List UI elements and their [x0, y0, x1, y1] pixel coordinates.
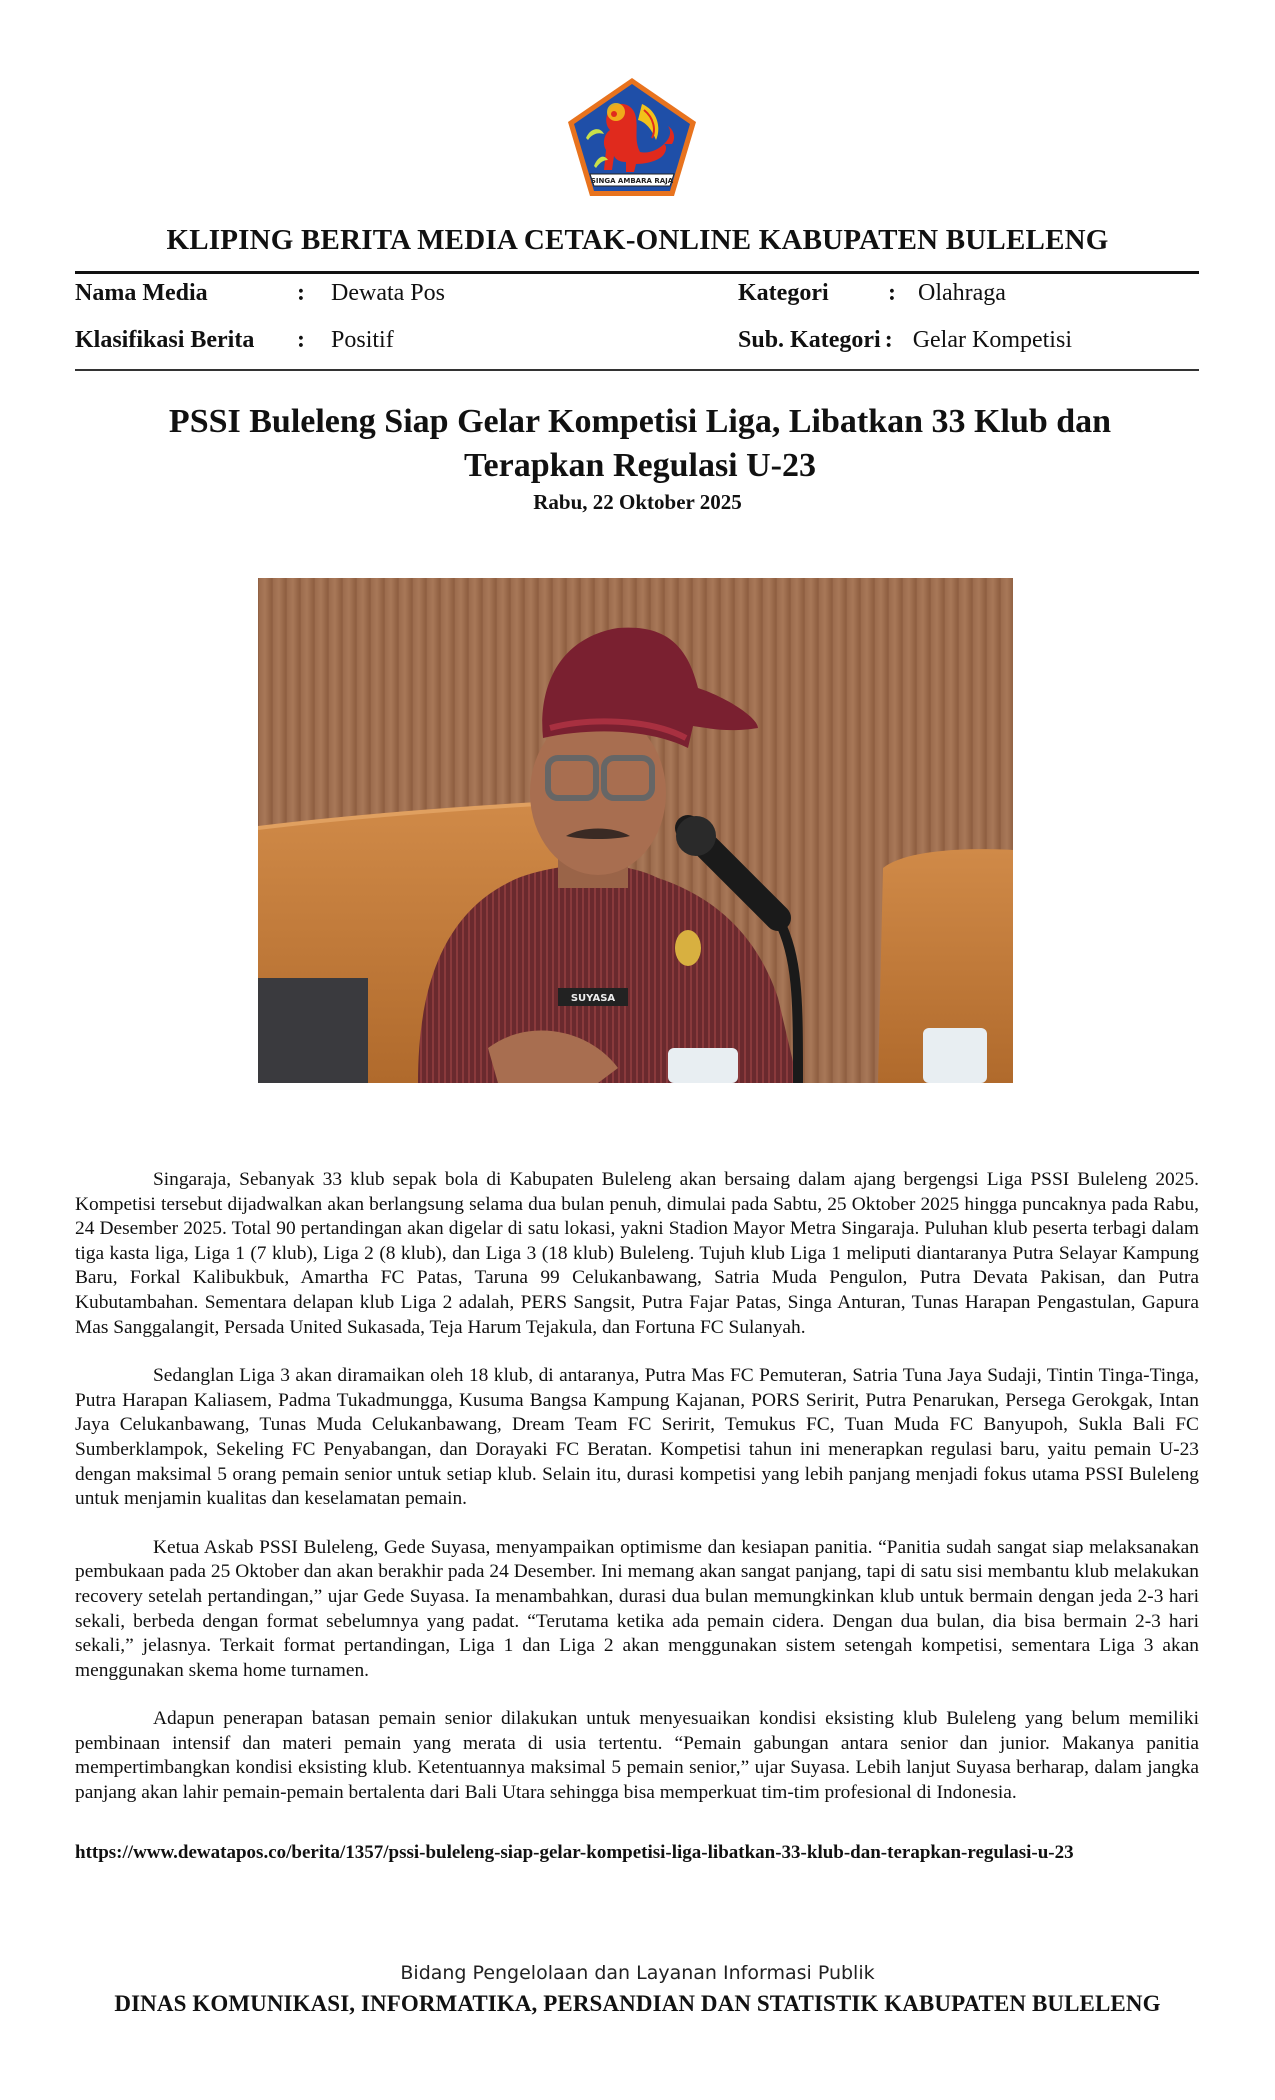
footer-department: Bidang Pengelolaan dan Layanan Informasi Publik [400, 1962, 875, 1984]
meta-sub-kategori [738, 325, 1072, 355]
photo-name-tag: SUYASA [570, 993, 616, 1004]
article-paragraph: Singaraja, Sebanyak 33 klub sepak bola di Kabupaten Buleleng akan bersaing dalam ajang bergengsi Liga PSSI Buleleng 2025. Kompetisi tersebut dijadwalkan akan berlangsung selama dua bulan penuh, dimulai pada Sabtu, 25 Oktober 2025 hingga puncaknya pada Rabu, 24 Desember 2025. Total 90 pertandingan akan digelar di satu lokasi, yakni Stadion Mayor Metra Singaraja. Puluhan klub peserta terbagi dalam tiga kasta liga, Liga 1 (7 klub), Liga 2 (8 klub), dan Liga 3 (18 klub) Buleleng. Tujuh klub Liga 1 meliputi diantaranya Putra Selayar Kampung Baru, Forkal Kalibukbuk, Amartha FC Patas, Taruna 99 Celukanbawang, Satria Muda Pengulon, Putra Devata Pakisan, dan Putra Kubutambahan. Sementara delapan klub Liga 2 adalah, PERS Sangsit, Putra Fajar Patas, Singa Anturan, Tunas Harapan Pengastulan, Gapura Mas Sanggalangit, Persada United Sukasada, Teja Harum Tejakula, dan Fortuna FC Sulanyah. [75, 1169, 1199, 1338]
source-url-link[interactable]: https://www.dewatapos.co/berita/1357/pssi-buleleng-siap-gelar-kompetisi-liga-libatkan-33-klub-dan-terapkan-regulasi-u-23 [75, 1842, 1074, 1863]
header-top-divider [75, 271, 1199, 274]
meta-colon: : [884, 327, 893, 353]
government-emblem-logo [564, 74, 700, 200]
article-headline [120, 400, 1160, 488]
meta-kategori [738, 278, 1006, 308]
article-photo [258, 578, 1013, 1083]
meta-value: Gelar Kompetisi [912, 327, 1072, 353]
logo-motto: SINGA AMBARA RAJA [590, 177, 674, 185]
header-bottom-divider [75, 369, 1199, 371]
meta-label: Sub. Kategori [738, 327, 881, 353]
headline-line-1: PSSI Buleleng Siap Gelar Kompetisi Liga, Libatkan 33 Klub dan [168, 403, 1112, 440]
article-body [75, 1168, 1199, 1830]
meta-colon: : [888, 280, 896, 306]
singa-ambara-raja-emblem-icon [564, 74, 700, 200]
article-paragraph: Ketua Askab PSSI Buleleng, Gede Suyasa, menyampaikan optimisme dan kesiapan panitia. “Panitia sudah sangat siap melaksanakan pembukaan pada 25 Oktober dan akan berakhir pada 24 Desember. Ini memang akan sangat panjang, tapi di satu sisi membantu klub melakukan recovery setelah pertandingan,” ujar Gede Suyasa. Ia menambahkan, durasi dua bulan memungkinkan klub untuk bermain dengan jeda 2-3 hari sekali, berbeda dengan format sebelumnya yang padat. “Terutama ketika ada pemain cidera. Dengan dua bulan, dia bisa bermain 2-3 hari sekali,” jelasnya. Terkait format pertandingan, Liga 1 dan Liga 2 akan menggunakan sistem setengah kompetisi, sementara Liga 3 akan menggunakan skema home turnamen. [75, 1536, 1199, 1681]
meta-label: Klasifikasi Berita [75, 327, 255, 353]
meta-colon: : [297, 280, 305, 306]
meta-value: Olahraga [918, 280, 1006, 306]
meta-klasifikasi-berita [75, 325, 394, 355]
speaker-photo-image [258, 578, 1013, 1083]
article-date: Rabu, 22 Oktober 2025 [533, 490, 742, 514]
article-paragraph: Sedanglan Liga 3 akan diramaikan oleh 18 klub, di antaranya, Putra Mas FC Pemuteran, Satria Tuna Jaya Sudaji, Tintin Tinga-Tinga, Putra Harapan Kaliasem, Padma Tukadmungga, Kusuma Bangsa Kampung Kajanan, PORS Seririt, Putra Penarukan, Persega Gerokgak, Intan Jaya Celukanbawang, Tunas Muda Celukanbawang, Dream Team FC Seririt, Temukus FC, Tuan Muda FC Banyupoh, Sukla Bali FC Sumberklampok, Sekeling FC Penyabangan, dan Dorayaki FC Beratan. Kompetisi tahun ini menerapkan regulasi baru, yaitu pemain U-23 dengan maksimal 5 orang pemain senior untuk setiap klub. Selain itu, durasi kompetisi yang lebih panjang menjadi fokus utama PSSI Buleleng untuk menjamin kualitas dan keselamatan pemain. [75, 1365, 1199, 1510]
headline-line-2: Terapkan Regulasi U-23 [463, 447, 817, 484]
meta-value: Positif [331, 327, 394, 353]
article-paragraph: Adapun penerapan batasan pemain senior dilakukan untuk menyesuaikan kondisi eksisting klub Buleleng yang belum memiliki pembinaan intensif dan materi pemain yang merata di usia tertentu. “Pemain gabungan antara senior dan junior. Makanya panitia mempertimbangkan kondisi eksisting klub. Ketentuannya maksimal 5 pemain senior,” ujar Suyasa. Lebih lanjut Suyasa berharap, dalam jangka panjang akan lahir pemain-pemain bertalenta dari Bali Utara sehingga bisa memperkuat tim-tim profesional di Indonesia. [75, 1708, 1199, 1804]
meta-nama-media [75, 278, 445, 308]
footer-agency: DINAS KOMUNIKASI, INFORMATIKA, PERSANDIAN DAN STATISTIK KABUPATEN BULELENG [114, 1991, 1161, 2016]
meta-value: Dewata Pos [331, 280, 445, 306]
document-title: KLIPING BERITA MEDIA CETAK-ONLINE KABUPATEN BULELENG [166, 224, 1109, 256]
meta-label: Kategori [738, 280, 829, 306]
meta-colon: : [297, 327, 305, 353]
meta-label: Nama Media [75, 280, 208, 306]
